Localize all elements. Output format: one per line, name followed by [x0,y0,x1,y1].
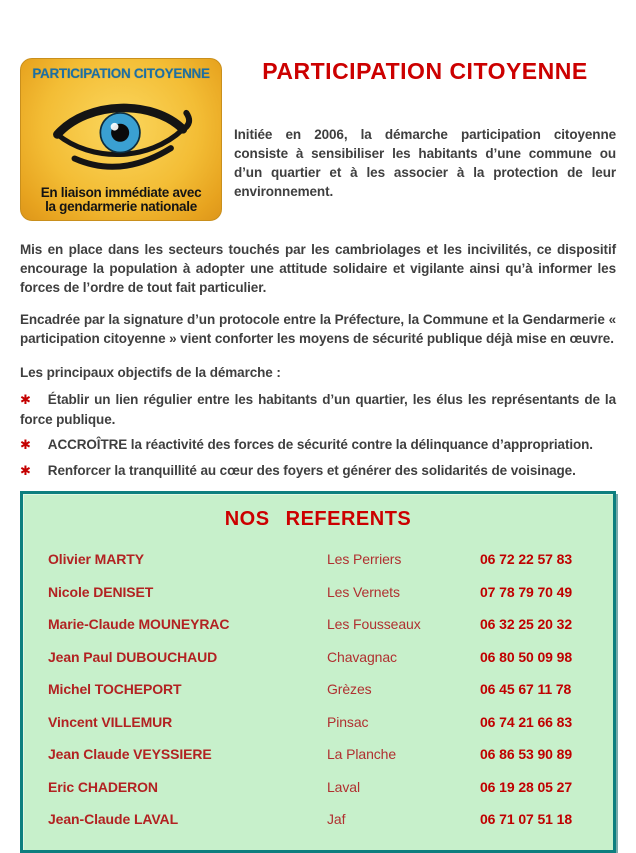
referent-phone: 06 71 07 51 18 [480,811,573,828]
referent-row [23,803,613,836]
paragraph-intro: Initiée en 2006, la démarche participation citoyenne consiste à sensibiliser les habitants d’une commune ou d’un quartier et à les associer à la protection de leur environnement. [234,127,616,199]
referent-place: La Planche [327,746,397,763]
bullet-item-2 [20,435,616,455]
referent-phone: 06 32 25 20 32 [480,616,573,633]
asterisk-bullet-icon: ✱ [20,393,31,408]
referent-place: Pinsac [327,713,369,730]
referent-row [23,771,613,804]
bullet-text: ACCROÎTRE la réactivité des forces de sécurité contre la délinquance d’appropriation. [47,437,593,452]
referent-name: Michel TOCHEPORT [48,681,182,698]
logo-caption [41,186,202,214]
referent-phone: 06 72 22 57 83 [480,551,573,568]
logo-title: PARTICIPATION CITOYENNE [32,66,210,81]
referent-phone: 06 80 50 09 98 [480,648,573,665]
referent-row [23,608,613,641]
referent-name: Vincent VILLEMUR [48,713,173,730]
asterisk-bullet-icon: ✱ [20,464,31,479]
header-block [20,58,616,227]
bullet-item-3 [20,461,616,481]
bullet-text: Établir un lien régulier entre les habitants d’un quartier, les élus les représentants de la force publique. [20,392,616,427]
referent-row [23,641,613,674]
referent-name: Marie-Claude MOUNEYRAC [48,616,230,633]
asterisk-bullet-icon: ✱ [20,438,31,453]
referent-place: Laval [327,778,360,795]
referent-name: Nicole DENISET [48,583,154,600]
logo-caption-line2: la gendarmerie nationale [45,198,197,214]
referent-phone: 06 74 21 66 83 [480,713,573,730]
referent-place: Jaf [327,811,346,828]
referent-row [23,673,613,706]
referent-name: Jean-Claude LAVAL [48,811,179,828]
bullet-item-1 [20,390,616,429]
referent-place: Chavagnac [327,648,397,665]
referent-phone: 06 45 67 11 78 [480,681,572,698]
referent-row [23,738,613,771]
participation-citoyenne-logo [20,58,222,221]
eye-icon [45,88,197,174]
bullet-text: Renforcer la tranquillité au cœur des foyers et générer des solidarités de voisinage. [47,463,576,478]
objectives-heading: Les principaux objectifs de la démarche : [20,365,281,380]
referent-place: Les Vernets [327,583,400,600]
referent-name: Olivier MARTY [48,551,144,568]
referent-phone: 06 86 53 90 89 [480,746,573,763]
referent-phone: 07 78 79 70 49 [480,583,573,600]
referent-name: Eric CHADERON [48,778,158,795]
referent-row [23,543,613,576]
referent-place: Grèzes [327,681,372,698]
referents-heading: NOS REFERENTS [224,508,412,530]
referent-name: Jean Paul DUBOUCHAUD [48,648,218,665]
paragraph-dispositif: Mis en place dans les secteurs touchés par les cambriolages et les incivilités, ce dispositif encourage la population à adopter une attitude solidaire et vigilante ainsi qu’à informer les forces de l’ordre de tout fait particulier. [20,242,616,295]
paragraph-protocole: Encadrée par la signature d’un protocole entre la Préfecture, la Commune et la Gendarmerie « participation citoyenne » vient conforter les moyens de sécurité publique déjà mise en œuvre. [20,312,616,346]
referent-place: Les Fousseaux [327,616,421,633]
referent-place: Les Perriers [327,551,402,568]
referents-table [20,491,616,853]
referent-name: Jean Claude VEYSSIERE [48,746,212,763]
referent-row [23,706,613,739]
page-title: PARTICIPATION CITOYENNE [262,58,588,84]
logo-caption-line1: En liaison immédiate avec [40,184,202,200]
referent-row [23,576,613,609]
referent-phone: 06 19 28 05 27 [480,778,573,795]
